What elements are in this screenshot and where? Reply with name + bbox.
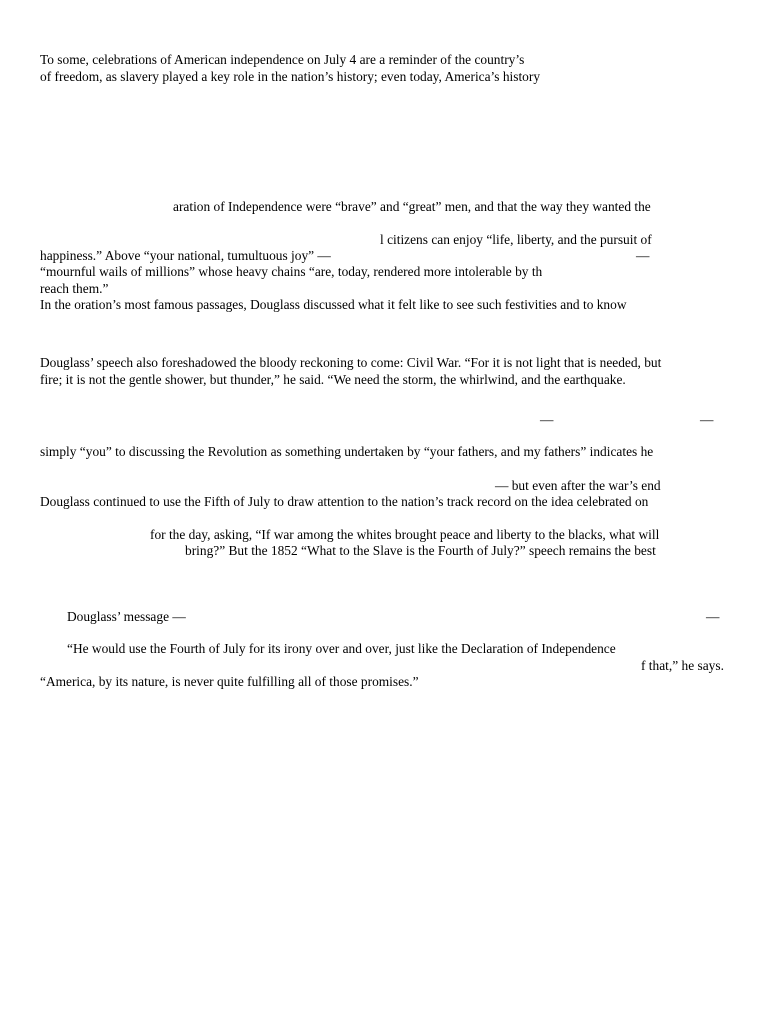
text-line-9: Douglass’ speech also foreshadowed the bloody reckoning to come: Civil War. “For it is not light that is needed, but <box>40 355 662 370</box>
text-line-19: f that,” he says. <box>641 658 724 673</box>
text-line-10: fire; it is not the gentle shower, but thunder,” he said. “We need the storm, the whirlwind, and the earthquake. <box>40 372 626 387</box>
text-line-18: “He would use the Fourth of July for its irony over and over, just like the Declaration of Independence <box>67 641 616 656</box>
text-line-5b: — <box>636 248 650 263</box>
text-line-17b: — <box>706 609 720 624</box>
text-line-8: In the oration’s most famous passages, Douglass discussed what it felt like to see such festivities and to know <box>40 297 627 312</box>
text-line-2: of freedom, as slavery played a key role in the nation’s history; even today, America’s history <box>40 69 541 84</box>
text-line-11a: — <box>540 412 554 427</box>
text-line-20: “America, by its nature, is never quite fulfilling all of those promises.” <box>40 674 419 689</box>
text-line-13: — but even after the war’s end <box>495 478 661 493</box>
text-line-14: Douglass continued to use the Fifth of July to draw attention to the nation’s track record on the idea celebrated on <box>40 494 649 509</box>
text-line-12: simply “you” to discussing the Revolution as something undertaken by “your fathers, and my fathers” indicates he <box>40 444 654 459</box>
text-line-17a: Douglass’ message — <box>67 609 186 624</box>
text-line-15: for the day, asking, “If war among the whites brought peace and liberty to the blacks, what will <box>150 527 660 542</box>
text-line-7: reach them.” <box>40 281 109 296</box>
text-line-11b: — <box>700 412 714 427</box>
text-line-1: To some, celebrations of American independence on July 4 are a reminder of the country’s <box>40 52 525 67</box>
text-line-4: l citizens can enjoy “life, liberty, and the pursuit of <box>380 232 652 247</box>
text-line-6: “mournful wails of millions” whose heavy chains “are, today, rendered more intolerable by th <box>40 264 543 279</box>
text-line-3: aration of Independence were “brave” and “great” men, and that the way they wanted the <box>173 199 651 214</box>
text-line-16: bring?” But the 1852 “What to the Slave is the Fourth of July?” speech remains the best <box>185 543 656 558</box>
text-line-5a: happiness.” Above “your national, tumultuous joy” — <box>40 248 331 263</box>
